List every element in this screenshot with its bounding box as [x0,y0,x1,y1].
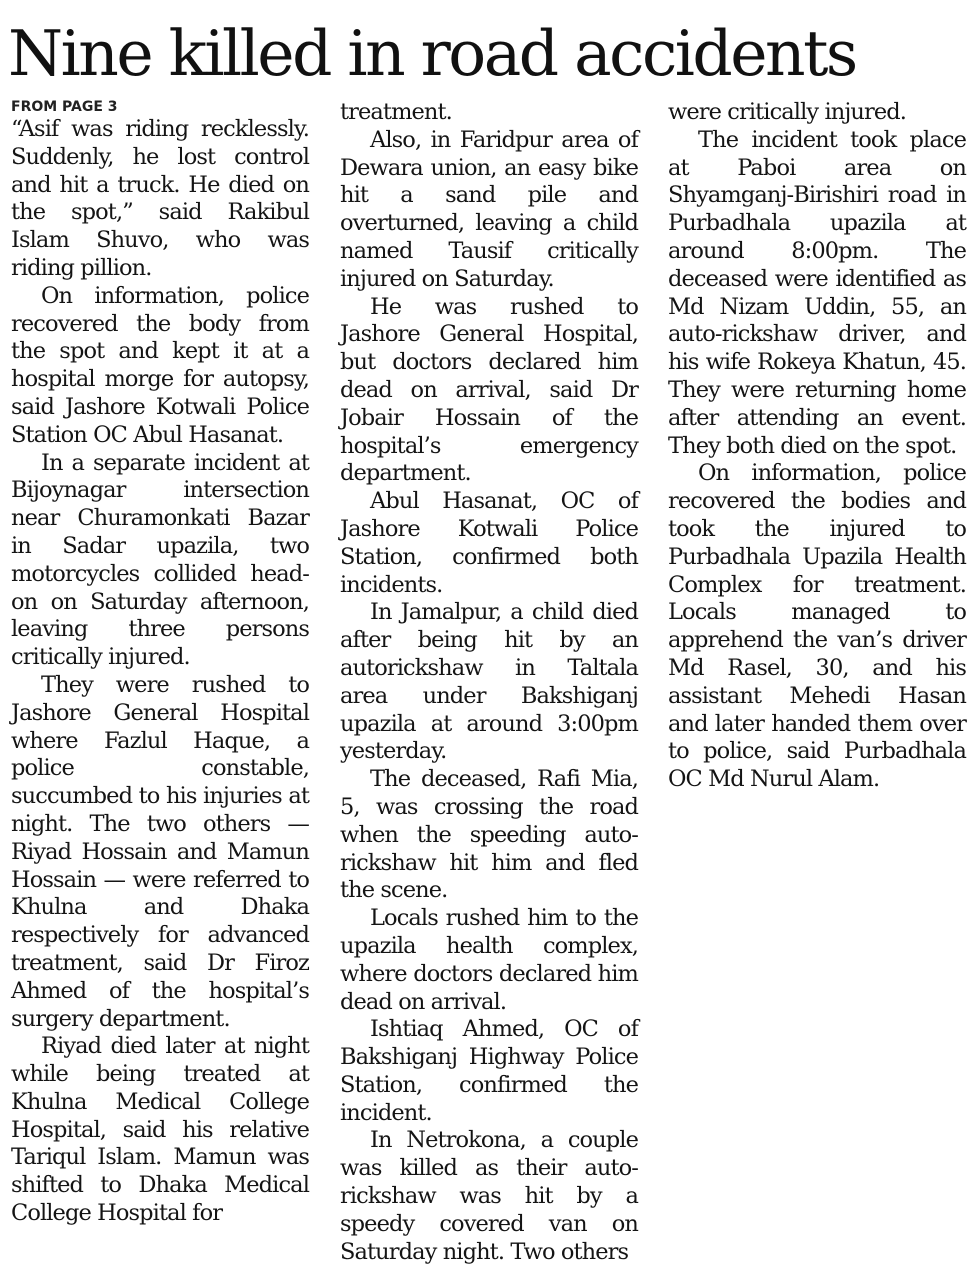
article-column-1 [11,99,309,1228]
paragraph: The incident took place at Paboi area on Shyamganj-Birishiri road in Purbadhala upazila at around 8:00pm. The deceased were identified as Md Nizam Uddin, 55, an auto-rickshaw driver, and his wife Rokeya Khatun, 45. They were returning home after attending an event. They both died on the spot. [668,126,966,459]
paragraph: Ishtiaq Ahmed, OC of Bakshiganj Highway Police Station, confirmed the incident. [340,1016,638,1126]
paragraph: In Netrokona, a couple was killed as their auto-rickshaw was hit by a speedy covered van on Saturday night. Two others [340,1127,638,1265]
paragraph: The deceased, Rafi Mia, 5, was crossing the road when the speeding auto-rickshaw hit him and fled the scene. [340,766,638,904]
continuation-label: FROM PAGE 3 [11,99,118,115]
headline: Nine killed in road accidents [8,17,856,90]
paragraph: Riyad died later at night while being treated at Khulna Medical College Hospital, said his relative Tariqul Islam. Mamun was shifted to Dhaka Medical College Hospital for [11,1033,309,1227]
paragraph: treatment. [340,99,452,125]
paragraph: On information, police recovered the bodies and took the injured to Purbadhala Upazila Health Complex for treatment. Locals managed to apprehend the van’s driver Md Rasel, 30, and his assistant Mehedi Hasan and later handed them over to police, said Purbadhala OC Md Nurul Alam. [668,460,966,793]
paragraph: were critically injured. [668,99,907,125]
article-column-2 [340,99,638,1266]
paragraph: In a separate incident at Bijoynagar intersection near Churamonkati Bazar in Sadar upazila, two motorcycles collided head-on on Saturday afternoon, leaving three persons critically injured. [11,449,309,671]
paragraph: In Jamalpur, a child died after being hit by an autorickshaw in Taltala area under Bakshiganj upazila at around 3:00pm yesterday. [340,599,638,765]
paragraph: Locals rushed him to the upazila health complex, where doctors declared him dead on arrival. [340,905,638,1015]
paragraph: “Asif was riding recklessly. Suddenly, he lost control and hit a truck. He died on the spot,” said Rakibul Islam Shuvo, who was riding pillion. [11,116,309,281]
paragraph: He was rushed to Jashore General Hospital, but doctors declared him dead on arrival, said Dr Jobair Hossain of the hospital’s emergency department. [340,293,638,487]
paragraph: Abul Hasanat, OC of Jashore Kotwali Police Station, confirmed both incidents. [340,488,638,598]
paragraph: Also, in Faridpur area of Dewara union, an easy bike hit a sand pile and overturned, leaving a child named Tausif critically injured on Saturday. [340,126,638,292]
paragraph: They were rushed to Jashore General Hospital where Fazlul Haque, a police constable, succumbed to his injuries at night. The two others — Riyad Hossain and Mamun Hossain — were referred to Khulna and Dhaka respectively for advanced treatment, said Dr Firoz Ahmed of the hospital’s surgery department. [11,671,309,1032]
article-column-3 [668,99,966,794]
paragraph: On information, police recovered the body from the spot and kept it at a hospital morge for autopsy, said Jashore Kotwali Police Station OC Abul Hasanat. [11,282,309,448]
